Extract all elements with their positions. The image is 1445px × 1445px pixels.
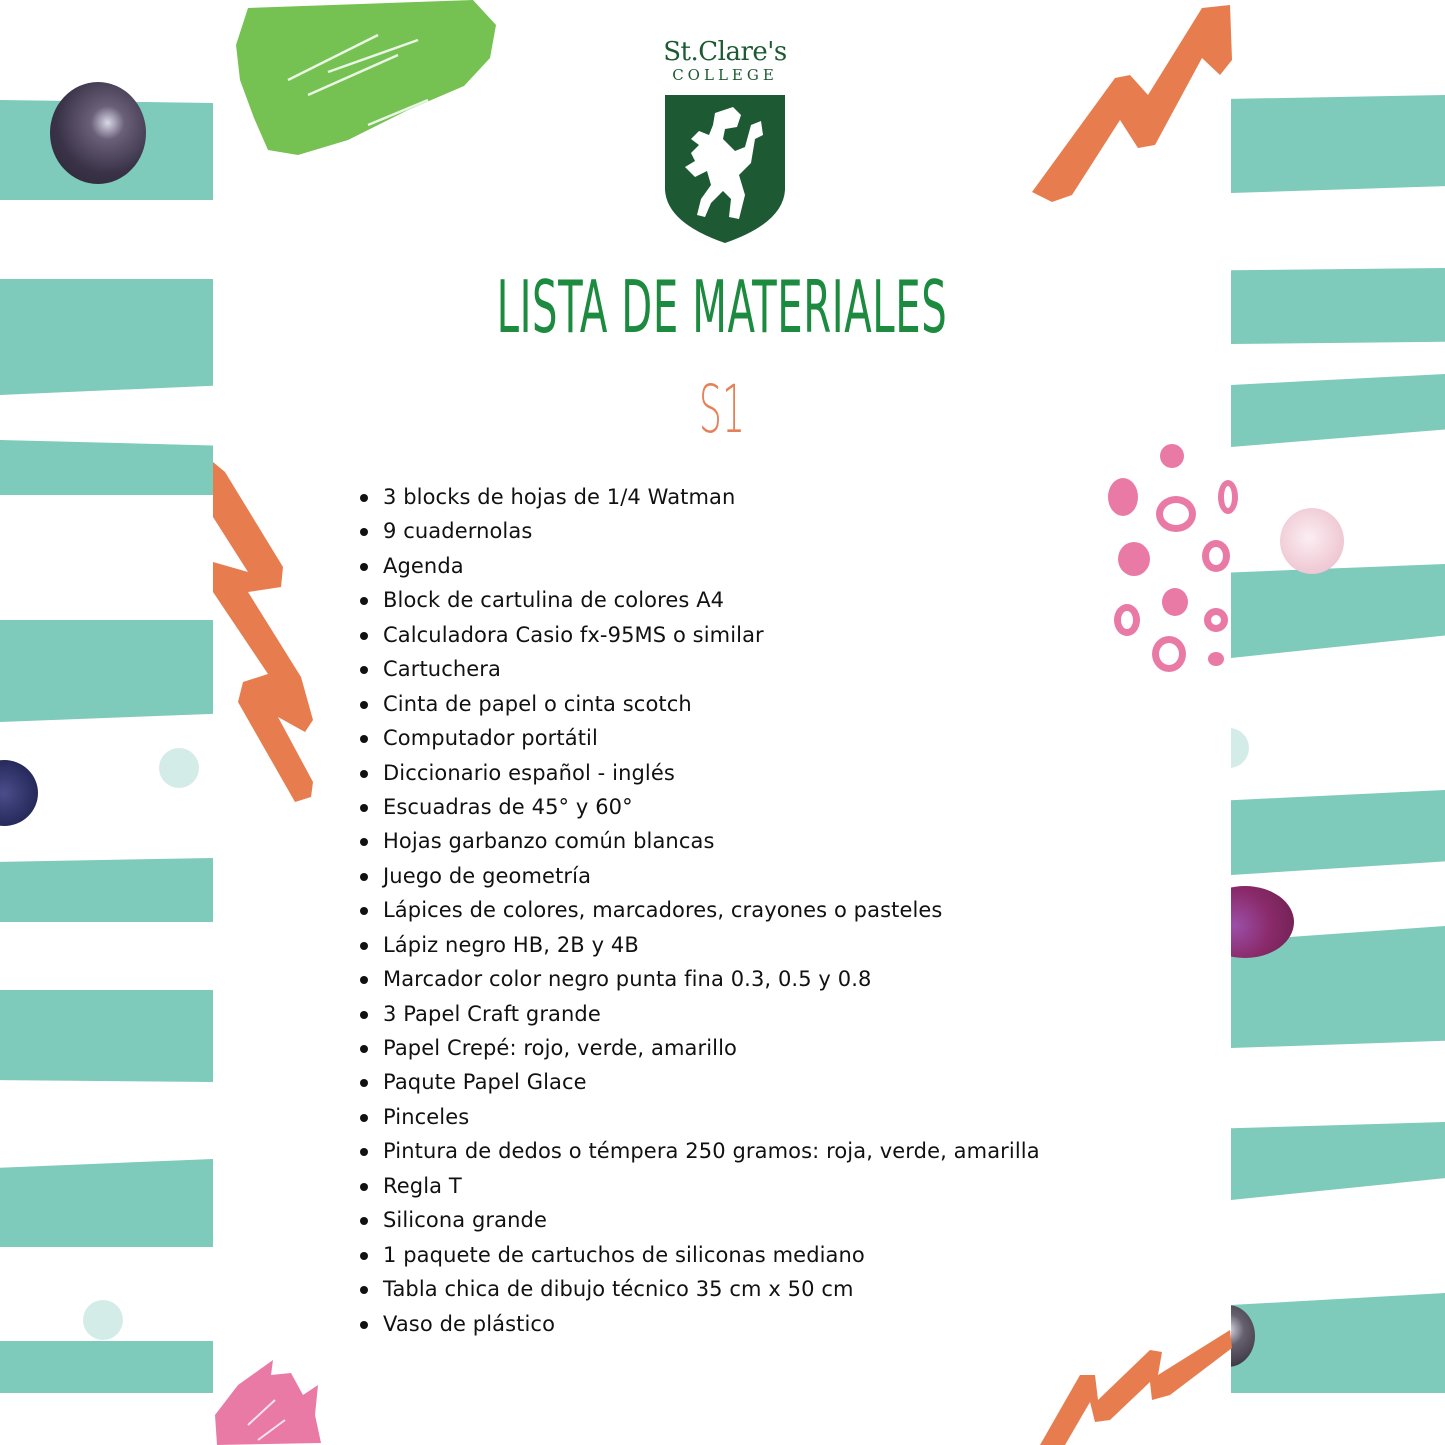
list-item: Paqute Papel Glace [358,1065,1040,1099]
multicolor-glitter-dot [50,82,146,184]
left-decorative-panel [0,0,213,1445]
bullet-icon [360,563,368,571]
list-item: Vaso de plástico [358,1307,1040,1341]
lion-shield-icon [665,95,785,243]
bullet-icon [360,873,368,881]
list-item: Block de cartulina de colores A4 [358,583,1040,617]
list-item: Silicona grande [358,1203,1040,1237]
bullet-icon [360,632,368,640]
stripe [0,990,213,1082]
bullet-icon [360,1183,368,1191]
list-item: 3 blocks de hojas de 1/4 Watman [358,480,1040,514]
list-item: Diccionario español - inglés [358,756,1040,790]
bullet-icon [360,1011,368,1019]
orange-zigzag-brush [1040,1330,1232,1445]
list-item: Pintura de dedos o témpera 250 gramos: roja, verde, amarilla [358,1134,1040,1168]
mint-dot [159,748,199,788]
bullet-icon [360,1286,368,1294]
green-brush-stroke [228,0,498,160]
bullet-icon [360,701,368,709]
materials-list [358,480,1040,1341]
navy-glitter-dot [0,760,38,826]
stripe [0,279,213,395]
list-item: 9 cuadernolas [358,514,1040,548]
bullet-icon [360,597,368,605]
bullet-icon [360,528,368,536]
stripe [1231,374,1445,447]
stripe [1231,958,1445,1048]
list-item: Calculadora Casio fx-95MS o similar [358,618,1040,652]
college-name: St.Clare's [663,37,787,67]
orange-zigzag-brush [1020,0,1235,210]
stripe [1231,1122,1445,1200]
bullet-icon [360,1321,368,1329]
pink-glitter-dot [1280,508,1344,574]
bullet-icon [360,735,368,743]
right-decorative-panel [1231,0,1445,1445]
bullet-icon [360,494,368,502]
list-item: Lápiz negro HB, 2B y 4B [358,928,1040,962]
bullet-icon [360,907,368,915]
list-item: Tabla chica de dibujo técnico 35 cm x 50 cm [358,1272,1040,1306]
grade-label: S1 [698,371,746,448]
list-item: 1 paquete de cartuchos de siliconas mediano [358,1238,1040,1272]
stripe [0,858,213,922]
list-item: Cinta de papel o cinta scotch [358,687,1040,721]
stripe [0,1341,213,1393]
stripe [1231,564,1445,658]
college-logo [660,38,790,84]
list-item: Agenda [358,549,1040,583]
bullet-icon [360,1148,368,1156]
bullet-icon [360,1217,368,1225]
bullet-icon [360,942,368,950]
list-item: Juego de geometría [358,859,1040,893]
list-item: Lápices de colores, marcadores, crayones o pasteles [358,893,1040,927]
list-item: Computador portátil [358,721,1040,755]
bullet-icon [360,1114,368,1122]
bullet-icon [360,1252,368,1260]
bullet-icon [360,976,368,984]
stripe [1231,790,1445,875]
list-item: Escuadras de 45° y 60° [358,790,1040,824]
stripe [0,1159,213,1247]
college-subtitle: COLLEGE [672,66,778,84]
mint-dot [83,1300,123,1340]
orange-zigzag-brush [213,462,323,802]
bullet-icon [360,770,368,778]
page-title: LISTA DE MATERIALES [496,265,948,349]
pink-brush-stroke [213,1355,323,1445]
list-item: Pinceles [358,1100,1040,1134]
list-item: 3 Papel Craft grande [358,997,1040,1031]
mint-dot [1231,728,1249,768]
list-item: Papel Crepé: rojo, verde, amarillo [358,1031,1040,1065]
stripe [1231,1293,1445,1393]
list-item: Cartuchera [358,652,1040,686]
stripe [0,440,213,495]
stripe [0,620,213,722]
list-item: Marcador color negro punta fina 0.3, 0.5 y 0.8 [358,962,1040,996]
bullet-icon [360,838,368,846]
list-item: Regla T [358,1169,1040,1203]
bullet-icon [360,1045,368,1053]
bullet-icon [360,1079,368,1087]
bullet-icon [360,804,368,812]
stripe [1231,268,1445,344]
bullet-icon [360,666,368,674]
list-item: Hojas garbanzo común blancas [358,824,1040,858]
stripe [1231,95,1445,193]
